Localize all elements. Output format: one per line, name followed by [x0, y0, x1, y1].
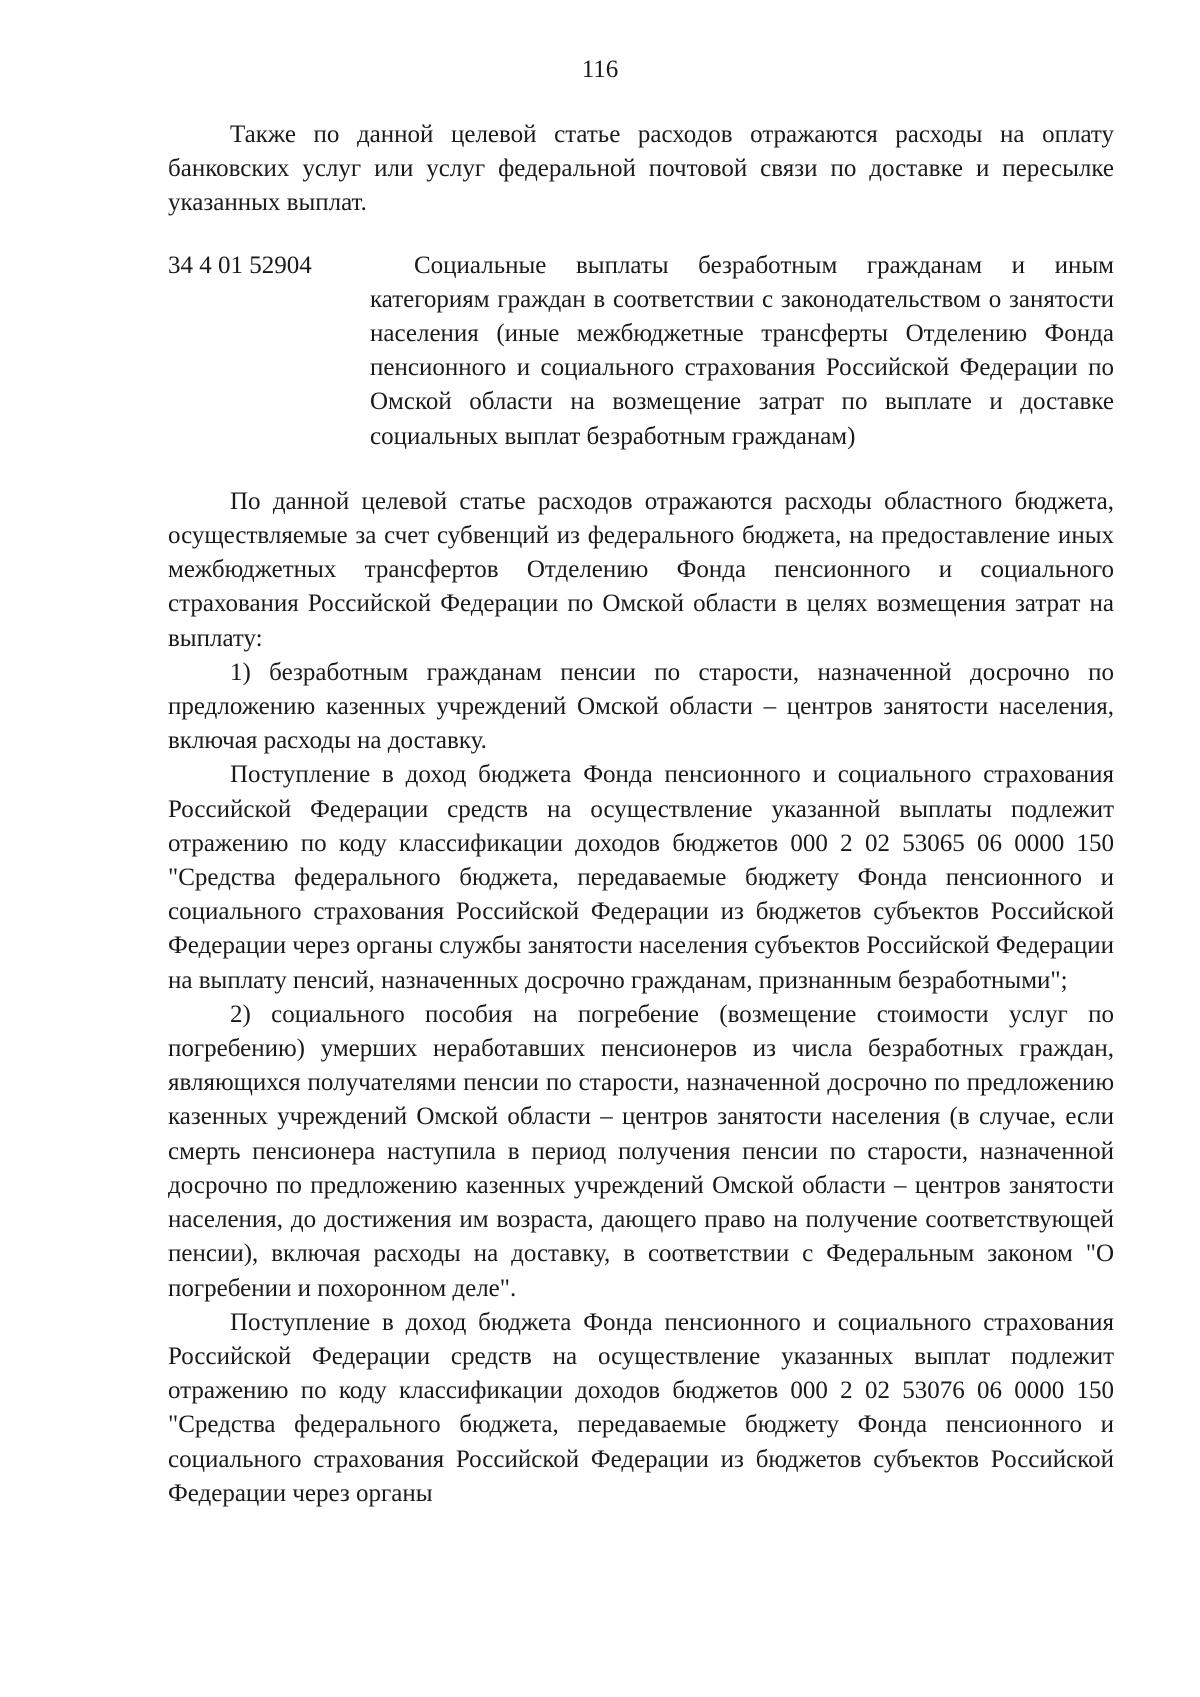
body-paragraph: Поступление в доход бюджета Фонда пенсионного и социального страхования Российской Федерации средств на осуществление указанной выплаты подлежит отражению по коду классификации доходов бюджетов 000 2 02 53065 06 0000 150 "Средства федерального бюджета, передаваемые бюджету Фонда пенсионного и социального страхования Российской Федерации из бюджетов субъектов Российской Федерации через органы службы занятости населения субъектов Российской Федерации на выплату пенсий, назначенных досрочно гражданам, признанным безработными"; [168, 761, 1114, 994]
budget-item-code: 34 4 01 52904 [168, 251, 312, 279]
budget-item-description: Социальные выплаты безработным гражданам и иным категориям граждан в соответствии с законодательством о занятости населения (иные межбюджетные трансферты Отделению Фонда пенсионного и социального страхования Российской Федерации по Омской области на возмещение затрат по выплате и доставке социальных выплат безработным гражданам) [370, 251, 1114, 450]
intro-paragraph: Также по данной целевой статье расходов отражаются расходы на оплату банковских услуг или услуг федеральной почтовой связи по доставке и пересылке указанных выплат. [168, 121, 1114, 217]
list-item-2: 2) социального пособия на погребение (возмещение стоимости услуг по погребению) умерших неработавших пенсионеров из числа безработных граждан, являющихся получателями пенсии по старости, назначенной досрочно по предложению казенных учреждений Омской области – центров занятости населения (в случае, если смерть пенсионера наступила в период получения пенсии по старости, назначенной досрочно по предложению казенных учреждений Омской области – центров занятости населения, до достижения им возраста, дающего право на получение соответствующей пенсии), включая расходы на доставку, в соответствии с Федеральным законом "О погребении и похоронном деле". [168, 1000, 1114, 1302]
list-item-1: 1) безработным гражданам пенсии по старости, назначенной досрочно по предложению казенных учреждений Омской области – центров занятости населения, включая расходы на доставку. [168, 658, 1114, 755]
document-body [168, 118, 1114, 1511]
body-paragraph: Поступление в доход бюджета Фонда пенсионного и социального страхования Российской Федерации средств на осуществление указанных выплат подлежит отражению по коду классификации доходов бюджетов 000 2 02 53076 06 0000 150 "Средства федерального бюджета, передаваемые бюджету Фонда пенсионного и социального страхования Российской Федерации из бюджетов субъектов Российской Федерации через органы [168, 1308, 1114, 1507]
page-number: 116 [581, 56, 619, 83]
body-paragraph: По данной целевой статье расходов отражаются расходы областного бюджета, осуществляемые за счет субвенций из федерального бюджета, на предоставление иных межбюджетных трансфертов Отделению Фонда пенсионного и социального страхования Российской Федерации по Омской области в целях возмещения затрат на выплату: [168, 487, 1114, 652]
budget-item-row [168, 249, 1114, 454]
